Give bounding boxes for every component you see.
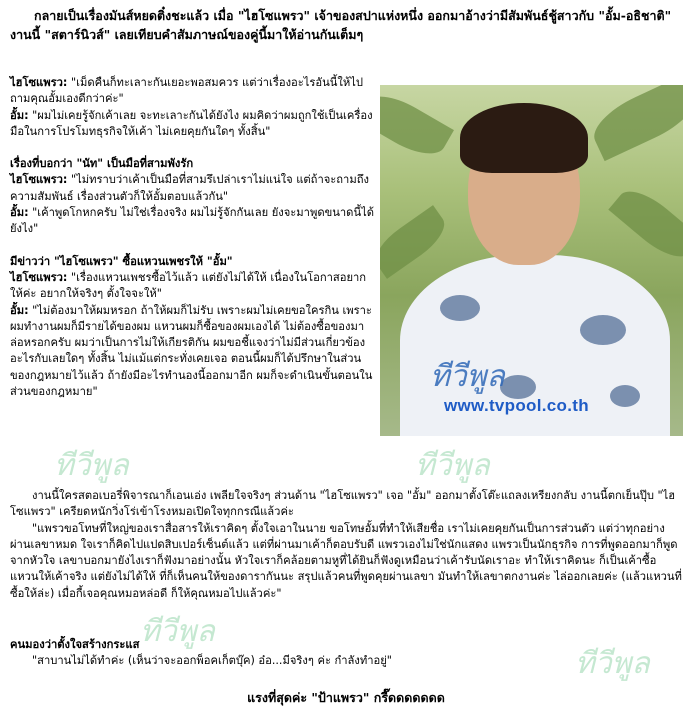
body-paragraph: "แพรวขอโทษที่ใหญ่ของเราสื่อสารให้เราคิดๆ ตั้งใจเอาในนาย ขอโทษอั้มที่ทำให้เสียชื่อ เราไม่เคยคุยกันเป็นการส่วนตัว แต่ว่าทุกอย่างผ่านเลขาหมด ใจเราก็คิดไปแปดสิบเปอร์เซ็นต์แล้ว แต่ที่ผ่านมาเค้าก็ตอบรับดี แพรวเองไม่ใช่นักแสดง แพรวเป็นนักธุรกิจ การที่พูดออกมาก็พูดจากหัวใจ เลขาบอกมายังไงเราก็ฟังมาอย่างนั้น หัวใจเราก็คล้อยตามหูที่ได้ยินก็ฟังดูเหมือนว่าเค้ารับนัดเราอะ ทำให้เราคิดนะ ก็เป็นเค้าซื้อแหวนให้เค้าจริง แต่ยังไม่ได้ให้ ที่ก็เห็นคนให้ของดารากันนะ สรุปแล้วคนที่พูดคุยผ่านเลขา มันทำให้เลขาตกงานค่ะ ไล่ออกเลยค่ะ (แล้วแหวนที่ซื้อให้ล่ะ) เมื่อกี้เจอคุณหมอหล่อดี ก็ให้คุณหมอไปแล้วค่ะ" bbox=[10, 521, 682, 600]
answer-text: "ไม่ทราบว่าเค้าเป็นมือที่สามรึเปล่าเราไม่แน่ใจ แต่ถ้าจะถามถึงความสัมพันธ์ เรื่องส่วนตัวก็ให้อั้มตอบแล้วกัน" bbox=[10, 173, 369, 203]
spacer bbox=[10, 140, 375, 156]
speaker-label: อั้ม: bbox=[10, 303, 29, 317]
decor-watermark: ทีวีพูล bbox=[415, 448, 490, 483]
leaf-shape bbox=[608, 181, 683, 268]
shirt-pattern bbox=[610, 385, 640, 407]
section-heading: คนมองว่าตั้งใจสร้างกระแส bbox=[10, 638, 140, 651]
leaf-shape bbox=[380, 85, 454, 165]
article-section bbox=[10, 637, 682, 670]
qa-answer bbox=[10, 270, 375, 303]
speaker-label: อั้ม: bbox=[10, 206, 29, 220]
answer-text: "เม็ดคืนก็ทะเลาะกันเยอะพอสมควร แต่ว่าเรื่องอะไรอันนี้ให้ไปถามคุณอั้มเองดีกว่าค่ะ" bbox=[10, 76, 364, 106]
leaf-shape bbox=[380, 205, 453, 279]
decor-watermark: ทีวีพูล bbox=[575, 646, 650, 681]
speaker-label: ไฮโซแพรว: bbox=[10, 270, 68, 284]
answer-text: "ไม่ต้องมาให้ผมหรอก ถ้าให้ผมก็ไม่รับ เพราะผมไม่เคยขอใครกิน เพราะผมทำงานผมก็มีรายได้ของผม แหวนผมก็ซื้อของผมเองได้ ไม่ต้องซื้อของมาล่อหรอกครับ ผมว่าเป็นการไม่ให้เกียรติกัน ผมขอชี้แจงว่าไม่มีส่วนเกี่ยวข้องอะไรกับเลยใดๆ ทั้งสิ้น ไม่แม้แต่กระทั่งเคยเจอ ตอนนี้ผมก็ได้ปรึกษาในส่วนของกฎหมายไว้แล้ว ถ้ายังมีอะไรทำนองนี้ออกมาอีก ผมก็จะดำเนินขั้นตอนในส่วนของกฎหมาย" bbox=[10, 303, 373, 399]
article-body bbox=[10, 488, 682, 602]
qa-heading: เรื่องที่บอกว่า "นัท" เป็นมือที่สามพังรัก bbox=[10, 157, 194, 171]
qa-answer bbox=[10, 108, 375, 141]
portrait-photo bbox=[380, 85, 683, 436]
qa-answer bbox=[10, 172, 375, 205]
section-quote: "สาบานไม่ได้ทำค่ะ (เห็นว่าจะออกพ็อคเก็ตบุ๊ค) อ๋อ...มีจริงๆ ค่ะ กำลังทำอยู่" bbox=[32, 654, 392, 668]
tvpool-logo-mark: ทีวีพูล bbox=[430, 359, 505, 394]
answer-text: "ผมไม่เคยรู้จักเค้าเลย จะทะเลาะกันได้ยังไง ผมคิดว่าผมถูกใช้เป็นเครื่องมือในการโปรโมทธุรกิจให้เค้า ไม่เคยคุยกันใดๆ ทั้งสิ้น" bbox=[10, 108, 373, 138]
qa-answer bbox=[10, 75, 375, 108]
speaker-label: อั้ม: bbox=[10, 108, 29, 122]
hair-shape bbox=[460, 103, 588, 173]
interview-qa bbox=[10, 75, 375, 400]
decor-watermark: ทีวีพูล bbox=[54, 448, 129, 483]
shirt-pattern bbox=[440, 295, 480, 321]
qa-heading: มีข่าวว่า "ไฮโซแพรว" ซื้อแหวนเพชรให้ "อั้ม" bbox=[10, 254, 233, 268]
qa-answer bbox=[10, 205, 375, 238]
decor-watermark: ทีวีพูล bbox=[140, 614, 215, 649]
closing-line: แรงที่สุดค่ะ "ป้าแพรว" กรี๊ดดดดดดด bbox=[247, 690, 445, 705]
speaker-label: ไฮโซแพรว: bbox=[10, 76, 68, 89]
leaf-shape bbox=[586, 85, 683, 161]
body-paragraph: งานนี้ใครสตอเบอรี่พิจารณาก็เอนเอ่ง เพลียใจจริงๆ ส่วนด้าน "ไฮโซแพรว" เจอ "อั้ม" ออกมาตั้งโต๊ะแถลงเหรียงกลับ งานนี้ตกเย็นปุ๊บ "ไฮโซแพรว" เครียดหนักวิ่งโร่เข้าโรงหมอเปิดใจทุกกรณีแล้วค่ะ bbox=[10, 489, 676, 519]
spacer bbox=[10, 238, 375, 254]
photo-watermark: www.tvpool.co.th bbox=[444, 396, 589, 415]
qa-answer bbox=[10, 303, 375, 401]
answer-text: "เรื่องแหวนเพชรซื้อไว้แล้ว แต่ยังไม่ได้ให้ เนื่องในโอกาสอยากให้ค่ะ อยากให้จริงๆ ตั้งใจจะให้" bbox=[10, 270, 367, 301]
shirt-pattern bbox=[580, 315, 626, 345]
article-intro: กลายเป็นเรื่องมันส์หยดติ๋งชะแล้ว เมื่อ "ไฮโซแพรว" เจ้าของสปาแห่งหนึ่ง ออกมาอ้างว่ามีสัมพันธ์ชู้สาวกับ "อั้ม-อธิชาติ" งานนี้ "สตาร์นิวส์" เลยเทียบคำสัมภาษณ์ของคู่นี้มาให้อ่านกันเต็มๆ bbox=[10, 8, 672, 42]
speaker-label: ไฮโซแพรว: bbox=[10, 173, 68, 187]
answer-text: "เค้าพูดโกหกครับ ไม่ใช่เรื่องจริง ผมไม่รู้จักกันเลย ยังจะมาพูดขนาดนี้ได้ยังไง" bbox=[10, 206, 374, 236]
